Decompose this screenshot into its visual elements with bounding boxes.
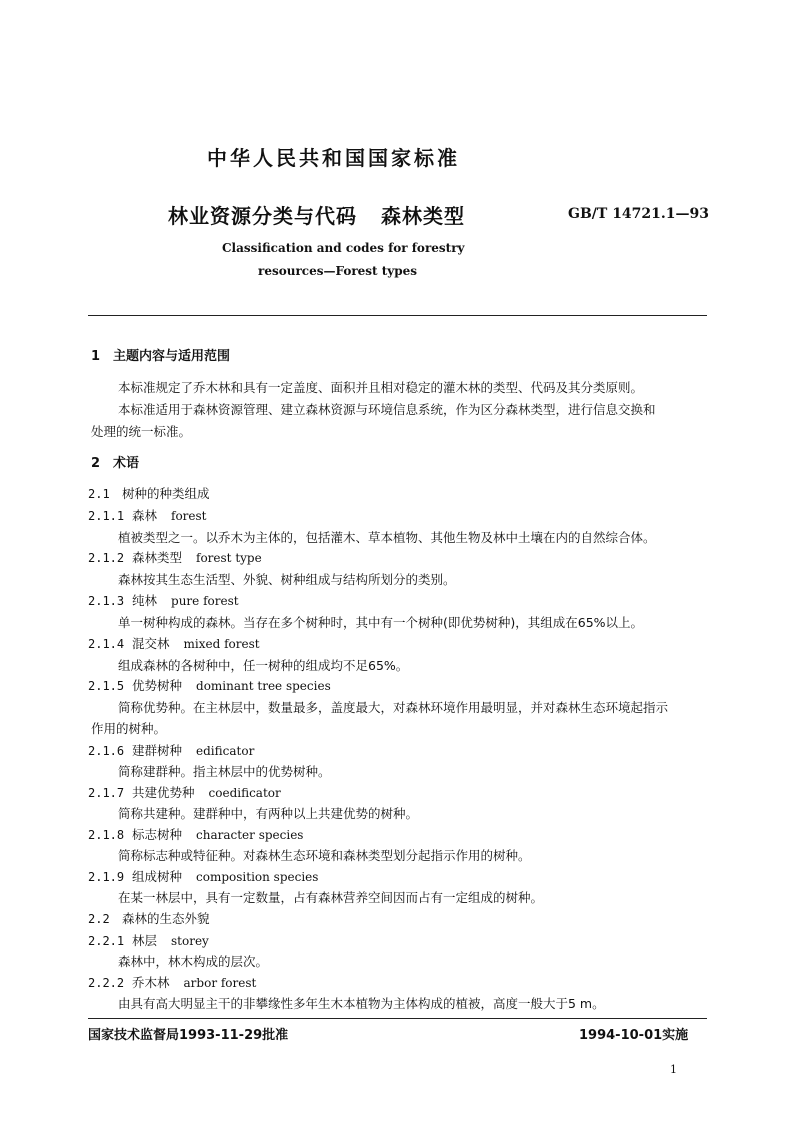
term-group-heading: 2.2 森林的生态外貌 — [88, 911, 210, 926]
term-definition: 森林按其生态生活型、外貌、树种组成与结构所划分的类别。 — [118, 572, 456, 587]
term-definition: 简称标志种或特征种。对森林生态环境和森林类型划分起指示作用的树种。 — [118, 848, 531, 863]
term-entry: 2.1.3 纯林 pure forest — [88, 593, 239, 608]
term-definition: 单一树种构成的森林。当存在多个树种时，其中有一个树种(即优势树种)，其组成在65%以上。 — [118, 615, 644, 630]
term-entry: 2.2.1 林层 storey — [88, 933, 209, 948]
term-entry: 2.1.1 森林 forest — [88, 508, 207, 523]
term-entry: 2.1.5 优势树种 dominant tree species — [88, 678, 331, 693]
term-definition-continuation: 作用的树种。 — [91, 721, 167, 736]
approval-date: 国家技术监督局1993-11-29批准 — [88, 1028, 289, 1043]
footer-divider — [88, 1018, 707, 1019]
term-definition: 简称共建种。建群种中，有两种以上共建优势的树种。 — [118, 806, 419, 821]
term-entry: 2.1.7 共建优势种 coedificator — [88, 785, 281, 800]
section-heading: 2 术语 — [91, 456, 140, 471]
paragraph: 本标准规定了乔木林和具有一定盖度、面积并且相对稳定的灌木林的类型、代码及其分类原则。 — [118, 380, 644, 395]
page-number: 1 — [670, 1063, 677, 1076]
term-definition: 在某一林层中，具有一定数量，占有森林营养空间因而占有一定组成的树种。 — [118, 890, 544, 905]
title-part2: 森林类型 — [381, 204, 465, 228]
term-entry: 2.1.8 标志树种 character species — [88, 827, 304, 842]
paragraph: 本标准适用于森林资源管理、建立森林资源与环境信息系统，作为区分森林类型，进行信息交换和 — [118, 402, 656, 417]
term-definition: 植被类型之一。以乔木为主体的，包括灌木、草本植物、其他生物及林中土壤在内的自然综合体。 — [118, 530, 656, 545]
term-definition: 组成森林的各树种中，任一树种的组成均不足65%。 — [118, 658, 409, 673]
paragraph-continuation: 处理的统一标准。 — [91, 424, 192, 439]
standard-code: GB/T 14721.1—93 — [568, 206, 709, 222]
english-title-line1: Classification and codes for forestry — [222, 241, 465, 255]
title-part1: 林业资源分类与代码 — [168, 204, 357, 228]
term-definition: 森林中，林木构成的层次。 — [118, 954, 269, 969]
national-standard-heading: 中华人民共和国国家标准 — [207, 146, 460, 170]
header-divider — [88, 315, 707, 316]
term-entry: 2.2.2 乔木林 arbor forest — [88, 975, 257, 990]
term-definition: 简称建群种。指主林层中的优势树种。 — [118, 764, 331, 779]
english-title-line2: resources—Forest types — [258, 264, 418, 278]
term-definition: 简称优势种。在主林层中，数量最多，盖度最大，对森林环境作用最明显，并对森林生态环境起指示 — [118, 700, 669, 715]
term-entry: 2.1.2 森林类型 forest type — [88, 550, 262, 565]
section-heading: 1 主题内容与适用范围 — [91, 349, 231, 364]
implementation-date: 1994-10-01实施 — [579, 1028, 689, 1043]
term-group-heading: 2.1 树种的种类组成 — [88, 486, 210, 501]
term-entry: 2.1.6 建群树种 edificator — [88, 743, 255, 758]
term-entry: 2.1.4 混交林 mixed forest — [88, 636, 260, 651]
term-entry: 2.1.9 组成树种 composition species — [88, 869, 319, 884]
document-title — [168, 200, 465, 229]
term-definition: 由具有高大明显主干的非攀缘性多年生木本植物为主体构成的植被，高度一般大于5 m。 — [118, 996, 605, 1011]
